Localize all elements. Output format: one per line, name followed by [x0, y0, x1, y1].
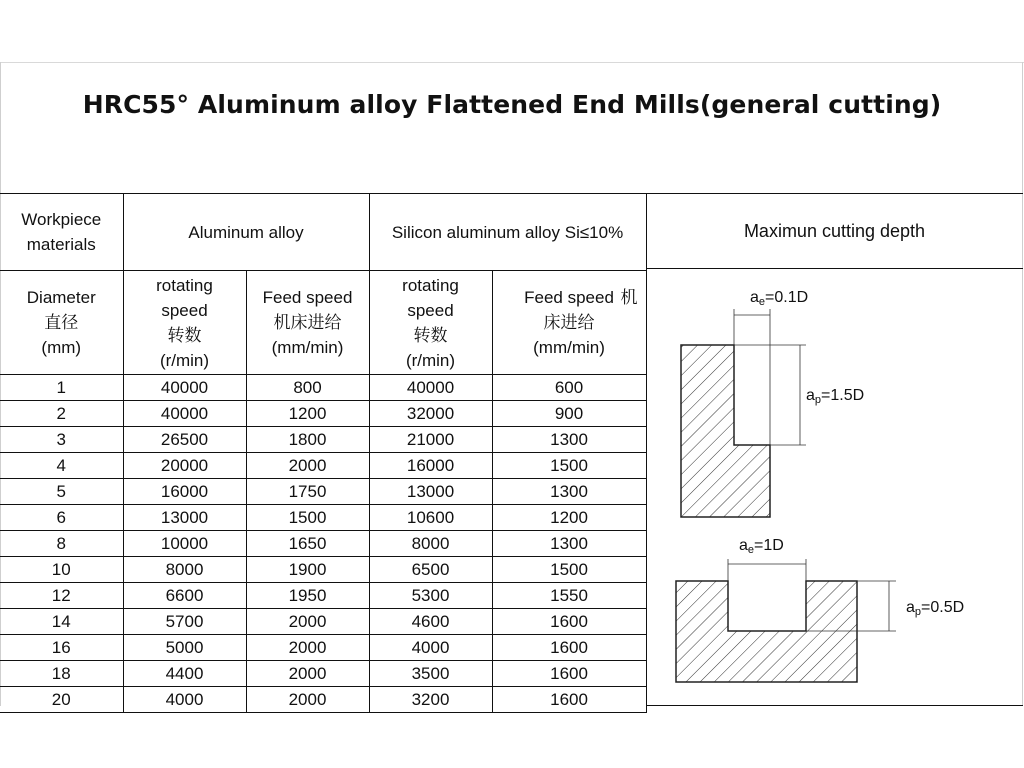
- feed-speed-aluminum-cell: 1200: [246, 401, 369, 427]
- rotating-speed-silicon-cell: 4600: [369, 609, 492, 635]
- table-row: [0, 557, 646, 583]
- rotating-speed-silicon-cell: 8000: [369, 531, 492, 557]
- ap-slot-sub: p: [914, 606, 922, 618]
- side-milling-diagram: [681, 309, 806, 517]
- rotating-speed-silicon-cell: 13000: [369, 479, 492, 505]
- slot-milling-workpiece: [676, 581, 857, 682]
- diameter-cell: 5: [0, 479, 123, 505]
- feed-speed-silicon-cell: 1600: [492, 635, 646, 661]
- feed-speed-aluminum-cell: 800: [246, 375, 369, 401]
- ae-slot-post: =1D: [754, 537, 784, 554]
- feed2-line-2: 床进给: [543, 313, 595, 332]
- feed-speed-aluminum-cell: 2000: [246, 609, 369, 635]
- feed1-line: (mm/min): [271, 338, 344, 357]
- diameter-cell: 2: [0, 401, 123, 427]
- feed-speed-aluminum-cell: 1950: [246, 583, 369, 609]
- table-row: [0, 687, 646, 713]
- cutting-parameters-table: [0, 193, 647, 713]
- feed1-line: Feed speed: [262, 288, 353, 307]
- rotating-speed-aluminum-cell: 26500: [123, 427, 246, 453]
- rot1-line: speed: [161, 300, 208, 320]
- ae-side-post: =0.1D: [765, 289, 809, 306]
- table-row: [0, 661, 646, 687]
- header-row: [0, 194, 646, 271]
- diameter-cell: 1: [0, 375, 123, 401]
- rotating-speed-silicon-cell: 16000: [369, 453, 492, 479]
- feed-speed-aluminum-cell: 1650: [246, 531, 369, 557]
- table-row: [0, 583, 646, 609]
- diameter-cell: 18: [0, 661, 123, 687]
- diameter-line: 直径: [44, 313, 79, 332]
- diameter-cell: 12: [0, 583, 123, 609]
- ae-slot-pre: a: [739, 537, 748, 554]
- rotating-speed-aluminum-cell: 40000: [123, 401, 246, 427]
- rotating-speed-header-2: [369, 271, 492, 375]
- rotating-speed-aluminum-cell: 4400: [123, 661, 246, 687]
- ap-side-label: [806, 387, 864, 406]
- rotating-speed-aluminum-cell: 16000: [123, 479, 246, 505]
- ap-slot-pre: a: [906, 599, 915, 616]
- table-row: [0, 609, 646, 635]
- diameter-cell: 16: [0, 635, 123, 661]
- rotating-speed-header-1: [123, 271, 246, 375]
- feed-speed-aluminum-cell: 2000: [246, 661, 369, 687]
- feed-speed-aluminum-cell: 1900: [246, 557, 369, 583]
- rotating-speed-silicon-cell: 4000: [369, 635, 492, 661]
- feed-speed-aluminum-cell: 2000: [246, 635, 369, 661]
- feed-speed-silicon-cell: 1500: [492, 557, 646, 583]
- silicon-header: Silicon aluminum alloy Si≤10%: [369, 194, 646, 271]
- feed-speed-silicon-cell: 1600: [492, 661, 646, 687]
- rotating-speed-aluminum-cell: 4000: [123, 687, 246, 713]
- rotating-speed-silicon-cell: 5300: [369, 583, 492, 609]
- ae-side-label: [750, 289, 808, 308]
- cutting-depth-diagram: [646, 269, 1023, 706]
- feed-speed-aluminum-cell: 2000: [246, 687, 369, 713]
- aluminum-header: Aluminum alloy: [123, 194, 369, 271]
- sheet-top-border: [0, 62, 1024, 63]
- ae-side-pre: a: [750, 289, 759, 306]
- feed-speed-silicon-cell: 1550: [492, 583, 646, 609]
- ap-side-sub: p: [814, 394, 822, 406]
- table-row: [0, 375, 646, 401]
- depth-header: Maximun cutting depth: [646, 193, 1023, 269]
- table-row: [0, 505, 646, 531]
- rot1-line: rotating: [156, 275, 213, 295]
- page-title: HRC55° Aluminum alloy Flattened End Mills(general cutting): [82, 90, 942, 119]
- feed-speed-silicon-cell: 1300: [492, 479, 646, 505]
- diameter-cell: 20: [0, 687, 123, 713]
- diameter-cell: 8: [0, 531, 123, 557]
- table-row: [0, 531, 646, 557]
- feed-speed-aluminum-cell: 2000: [246, 453, 369, 479]
- feed-speed-silicon-cell: 600: [492, 375, 646, 401]
- feed-speed-aluminum-cell: 1500: [246, 505, 369, 531]
- rotating-speed-silicon-cell: 10600: [369, 505, 492, 531]
- feed2-line-1: [493, 285, 646, 310]
- diameter-cell: 3: [0, 427, 123, 453]
- rotating-speed-aluminum-cell: 40000: [123, 375, 246, 401]
- diameter-cell: 14: [0, 609, 123, 635]
- diameter-cell: 10: [0, 557, 123, 583]
- rotating-speed-aluminum-cell: 8000: [123, 557, 246, 583]
- subheader-row: [0, 271, 646, 375]
- rotating-speed-aluminum-cell: 5000: [123, 635, 246, 661]
- diameter-cell: 4: [0, 453, 123, 479]
- ap-slot-label: [906, 599, 964, 618]
- diameter-cell: 6: [0, 505, 123, 531]
- feed-speed-header-1: [246, 271, 369, 375]
- ap-side-post: =1.5D: [821, 387, 865, 404]
- feed2-label: Feed speed: [524, 288, 614, 307]
- rotating-speed-silicon-cell: 40000: [369, 375, 492, 401]
- side-milling-workpiece: [681, 345, 770, 517]
- feed2-line-3: (mm/min): [533, 338, 605, 357]
- rot1-line: 转数: [167, 325, 202, 345]
- feed-speed-silicon-cell: 1300: [492, 531, 646, 557]
- ae-slot-sub: e: [747, 544, 755, 556]
- table-row: [0, 427, 646, 453]
- slot-milling-diagram: [676, 559, 896, 682]
- rotating-speed-aluminum-cell: 13000: [123, 505, 246, 531]
- rotating-speed-silicon-cell: 6500: [369, 557, 492, 583]
- rot2-line: speed: [407, 300, 454, 320]
- feed-speed-silicon-cell: 1300: [492, 427, 646, 453]
- diameter-line: (mm): [41, 338, 82, 357]
- rotating-speed-aluminum-cell: 10000: [123, 531, 246, 557]
- feed-speed-silicon-cell: 1500: [492, 453, 646, 479]
- feed-speed-aluminum-cell: 1800: [246, 427, 369, 453]
- rotating-speed-silicon-cell: 32000: [369, 401, 492, 427]
- table-row: [0, 401, 646, 427]
- rot2-line: rotating: [402, 275, 459, 295]
- feed-speed-silicon-cell: 1600: [492, 609, 646, 635]
- feed2-char: 机: [620, 288, 638, 307]
- ap-side-pre: a: [806, 387, 815, 404]
- feed1-line: 机床进给: [273, 313, 342, 332]
- rot2-line: (r/min): [405, 350, 456, 370]
- ae-slot-label: [739, 537, 784, 556]
- feed-speed-silicon-cell: 900: [492, 401, 646, 427]
- feed-speed-silicon-cell: 1600: [492, 687, 646, 713]
- data-rows: [0, 375, 646, 713]
- diameter-line: Diameter: [26, 288, 96, 307]
- feed-speed-header-2: [492, 271, 646, 375]
- table-row: [0, 635, 646, 661]
- rotating-speed-silicon-cell: 21000: [369, 427, 492, 453]
- ap-slot-post: =0.5D: [921, 599, 965, 616]
- table-row: [0, 453, 646, 479]
- feed-speed-aluminum-cell: 1750: [246, 479, 369, 505]
- workpiece-header: [0, 194, 123, 271]
- rotating-speed-silicon-cell: 3200: [369, 687, 492, 713]
- diameter-header: [0, 271, 123, 375]
- rotating-speed-aluminum-cell: 6600: [123, 583, 246, 609]
- rotating-speed-aluminum-cell: 20000: [123, 453, 246, 479]
- rot2-line: 转数: [413, 325, 448, 345]
- rot1-line: (r/min): [159, 350, 210, 370]
- table-row: [0, 479, 646, 505]
- workpiece-header-text: Workpiece materials: [21, 210, 102, 254]
- rotating-speed-aluminum-cell: 5700: [123, 609, 246, 635]
- rotating-speed-silicon-cell: 3500: [369, 661, 492, 687]
- cutting-depth-svg: [646, 269, 1023, 706]
- ae-side-sub: e: [758, 296, 766, 308]
- feed-speed-silicon-cell: 1200: [492, 505, 646, 531]
